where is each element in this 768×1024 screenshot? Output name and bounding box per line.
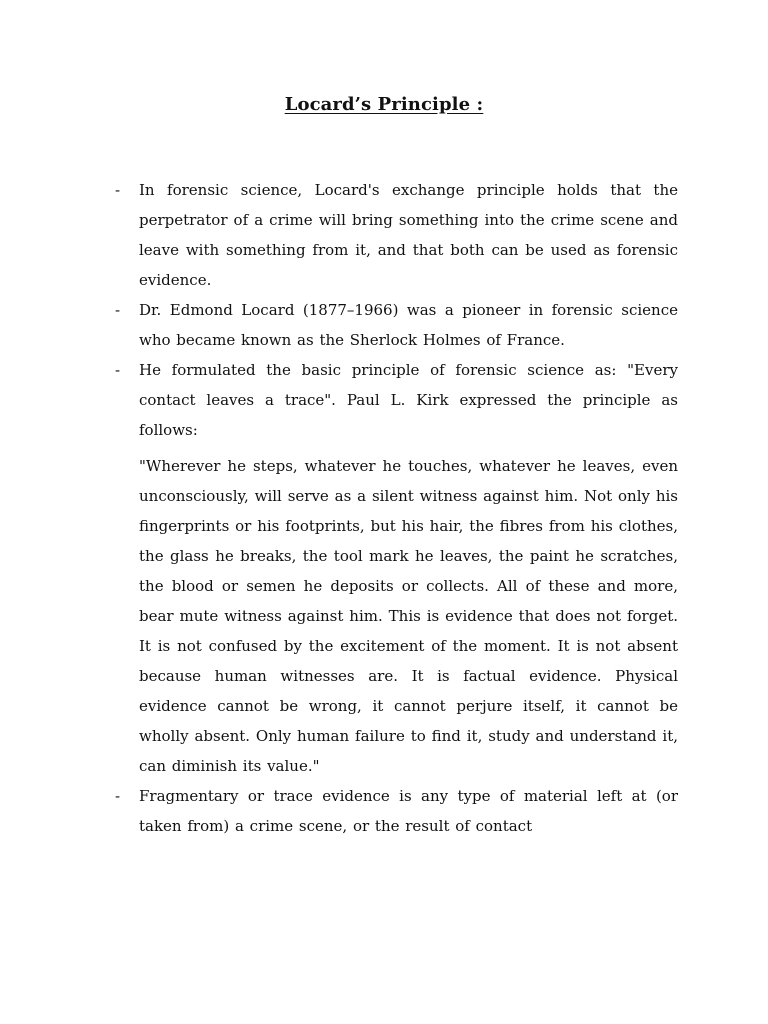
bullet-marker: - — [115, 787, 121, 805]
bullet-marker: - — [115, 181, 121, 199]
bullet-marker: - — [115, 361, 121, 379]
bullet-marker: - — [115, 301, 121, 319]
list-item-text: Fragmentary or trace evidence is any type of material left at (or taken from) a crime scene, or the result of contact — [139, 787, 678, 835]
list-item-text: Dr. Edmond Locard (1877–1966) was a pioneer in forensic science who became known as the Sherlock Holmes of France. — [139, 301, 678, 349]
list-item-text: In forensic science, Locard's exchange principle holds that the perpetrator of a crime will bring something into the crime scene and leave with something from it, and that both can be used as forensic evidence. — [139, 181, 678, 289]
list-item — [112, 295, 678, 355]
list-item — [112, 781, 678, 841]
page-title: Locard’s Principle : — [284, 94, 484, 115]
list-item — [112, 175, 678, 295]
quoted-passage: "Wherever he steps, whatever he touches, whatever he leaves, even unconsciously, will serve as a silent witness against him. Not only his fingerprints or his footprints, but his hair, the fibres from his clothes, the glass he breaks, the tool mark he leaves, the paint he scratches, the blood or semen he deposits or collects. All of these and more, bear mute witness against him. This is evidence that does not forget. It is not confused by the excitement of the moment. It is not absent because human witnesses are. It is factual evidence. Physical evidence cannot be wrong, it cannot perjure itself, it cannot be wholly absent. Only human failure to find it, study and understand it, can diminish its value." — [139, 457, 678, 775]
list-item-text: He formulated the basic principle of forensic science as: "Every contact leaves a trace". Paul L. Kirk expressed the principle as follows: — [139, 361, 678, 439]
bullet-list — [112, 175, 678, 841]
list-item — [112, 355, 678, 445]
